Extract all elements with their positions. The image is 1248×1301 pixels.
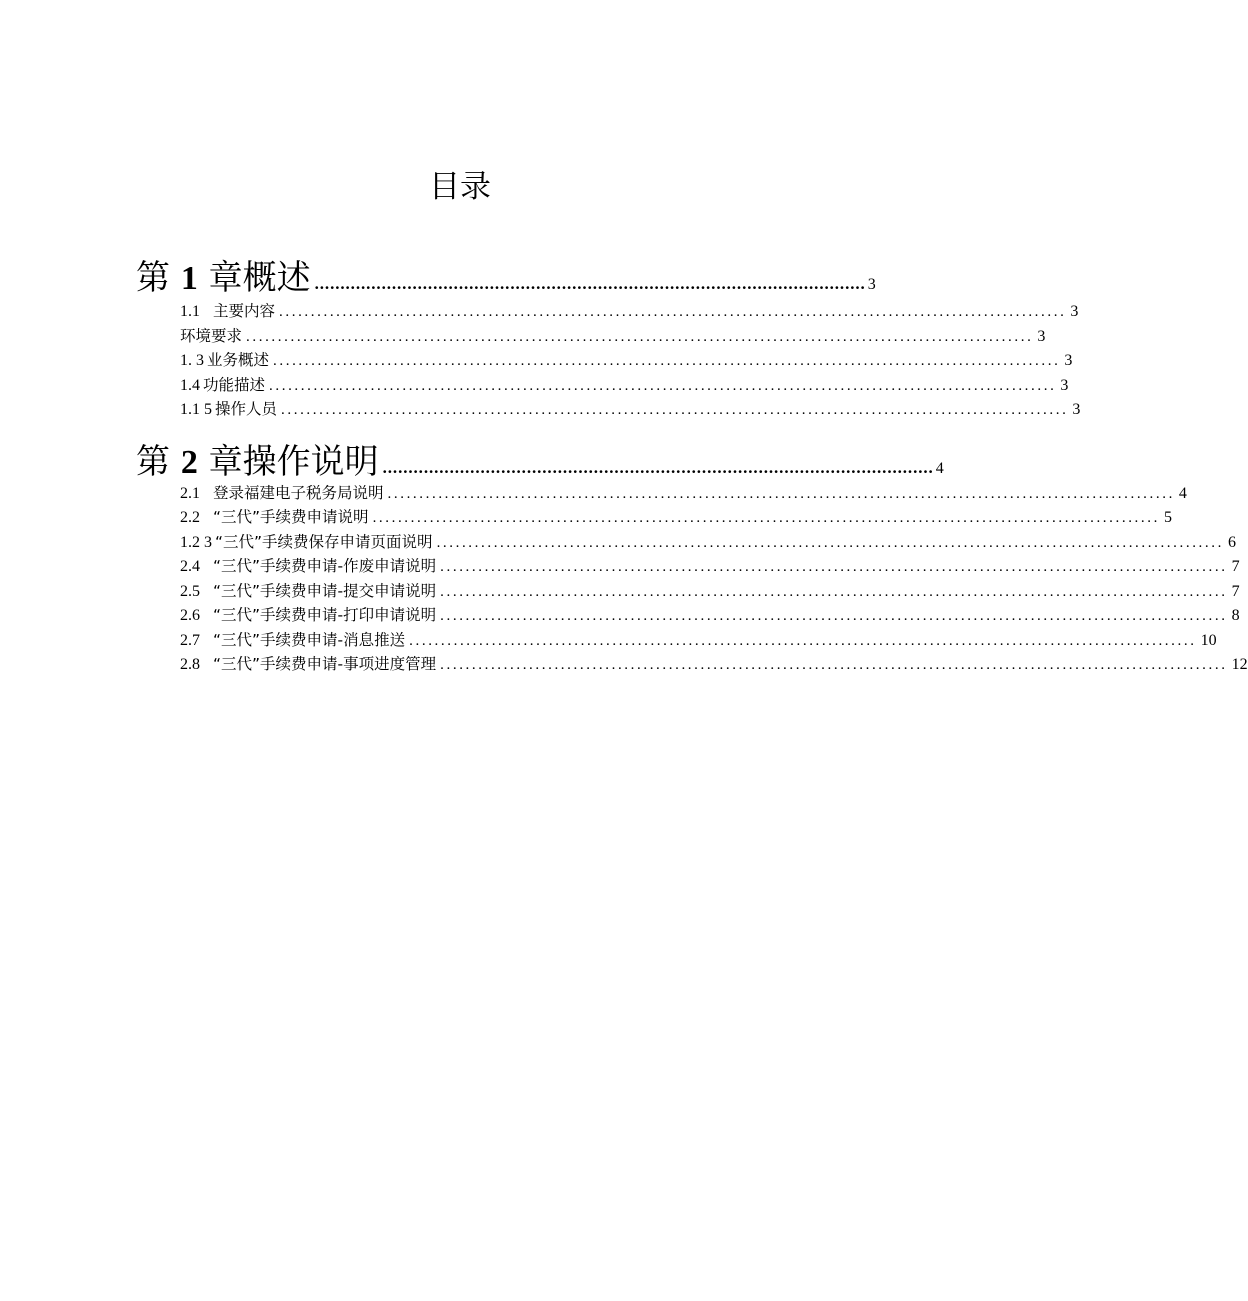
dot-leader: ............................................................................................................................ (246, 328, 1034, 345)
section-page: 3 (1037, 327, 1046, 345)
section-number: 2.6 (180, 607, 200, 624)
section-page: 12 (1231, 656, 1248, 673)
chapter-1-number: 1 (180, 260, 198, 297)
chapter-2-label (136, 434, 379, 483)
table-of-contents (136, 250, 1248, 677)
dot-leader: ............................................................................................................................ (440, 608, 1228, 624)
chapter-1-prefix: 第 (136, 258, 170, 298)
section-title: 环境要求 (180, 326, 243, 345)
section-label (180, 530, 433, 552)
dot-leader: ............................................................................................................................ (440, 657, 1228, 673)
section-title: 业务概述 (207, 351, 270, 369)
section-page: 7 (1231, 582, 1240, 600)
section-title: “三代”手续费申请-作废申请说明 (213, 557, 437, 575)
toc-section-1-3[interactable] (136, 348, 1073, 373)
section-label (180, 373, 265, 395)
chapter-2-page: 4 (935, 459, 944, 477)
section-label (180, 603, 436, 625)
section-title: 主要内容 (213, 302, 276, 320)
toc-section-1-5[interactable] (136, 397, 1081, 422)
toc-title: 目录 (429, 169, 491, 205)
section-number: 2.7 (180, 631, 200, 649)
section-label (180, 554, 436, 576)
section-number: 2.5 (180, 582, 200, 600)
chapter-2-name: 章操作说明 (208, 441, 379, 482)
chapter-1-label (136, 250, 311, 299)
toc-section-2-8[interactable] (136, 652, 1248, 677)
dot-leader: ........................................................................................................... (314, 274, 866, 293)
section-page: 3 (1060, 376, 1069, 394)
section-page: 7 (1231, 558, 1240, 575)
section-label (180, 579, 436, 601)
section-title: “三代”手续费申请说明 (213, 508, 369, 526)
dot-leader: ............................................................................................................................ (440, 583, 1228, 600)
section-label (180, 324, 242, 346)
toc-section-2-3[interactable] (136, 530, 1236, 555)
chapter-1-page: 3 (867, 276, 876, 293)
chapter-1-sections (136, 299, 1081, 422)
section-page: 3 (1072, 401, 1081, 418)
dot-leader: ............................................................................................................................ (372, 510, 1160, 526)
section-number: 2.4 (180, 558, 200, 575)
section-title: “三代”手续费申请-消息推送 (213, 630, 406, 649)
section-page: 6 (1227, 533, 1236, 551)
chapter-2-sections (136, 481, 1248, 677)
dot-leader: ........................................................................................................... (382, 457, 934, 477)
section-title: 操作人员 (215, 400, 278, 418)
section-number: 1.1 5 (180, 401, 212, 418)
dot-leader: ............................................................................................................................ (273, 353, 1061, 369)
chapter-2-prefix: 第 (136, 441, 170, 482)
section-number: 2.1 (180, 484, 200, 502)
dot-leader: ............................................................................................................................ (281, 402, 1069, 418)
section-number: 1.1 (180, 303, 200, 320)
section-label (180, 348, 269, 370)
toc-section-2-4[interactable] (136, 554, 1240, 579)
section-title: “三代”手续费申请-提交申请说明 (213, 581, 437, 600)
dot-leader: ............................................................................................................................ (409, 632, 1197, 649)
section-page: 3 (1064, 352, 1073, 369)
toc-section-2-1[interactable] (136, 481, 1187, 506)
toc-section-1-1[interactable] (136, 299, 1079, 324)
section-number: 1.2 3 (180, 533, 212, 551)
toc-section-2-2[interactable] (136, 505, 1172, 530)
toc-chapter-1[interactable] (136, 250, 876, 298)
section-number: 2.8 (180, 656, 200, 673)
dot-leader: ............................................................................................................................ (279, 304, 1067, 320)
dot-leader: ............................................................................................................................ (440, 559, 1228, 575)
section-label (180, 397, 277, 419)
toc-section-2-7[interactable] (136, 628, 1217, 653)
dot-leader: ............................................................................................................................ (269, 377, 1057, 394)
section-number: 2.2 (180, 509, 200, 526)
chapter-2-number: 2 (180, 443, 198, 481)
section-page: 8 (1231, 607, 1240, 624)
dot-leader: ............................................................................................................................ (436, 534, 1224, 551)
section-label (180, 505, 369, 527)
section-label (180, 299, 275, 321)
section-page: 3 (1070, 303, 1079, 320)
section-label (180, 652, 436, 674)
section-page: 10 (1200, 631, 1217, 649)
section-title: 功能描述 (203, 375, 266, 394)
section-title: 登录福建电子税务局说明 (213, 483, 384, 502)
section-label (180, 628, 405, 650)
section-label (180, 481, 384, 503)
section-number: 1.4 (180, 376, 200, 394)
section-number: 1. 3 (180, 352, 204, 369)
toc-section-environment[interactable] (136, 324, 1046, 349)
toc-section-1-4[interactable] (136, 373, 1069, 398)
toc-section-2-5[interactable] (136, 579, 1240, 604)
section-title: “三代”手续费保存申请页面说明 (215, 532, 433, 551)
section-page: 4 (1178, 484, 1187, 502)
dot-leader: ............................................................................................................................ (387, 485, 1175, 502)
section-title: “三代”手续费申请-事项进度管理 (213, 655, 437, 673)
section-page: 5 (1163, 509, 1172, 526)
toc-section-2-6[interactable] (136, 603, 1240, 628)
section-title: “三代”手续费申请-打印申请说明 (213, 606, 437, 624)
toc-chapter-2[interactable] (136, 434, 944, 482)
chapter-1-name: 章概述 (208, 258, 311, 298)
